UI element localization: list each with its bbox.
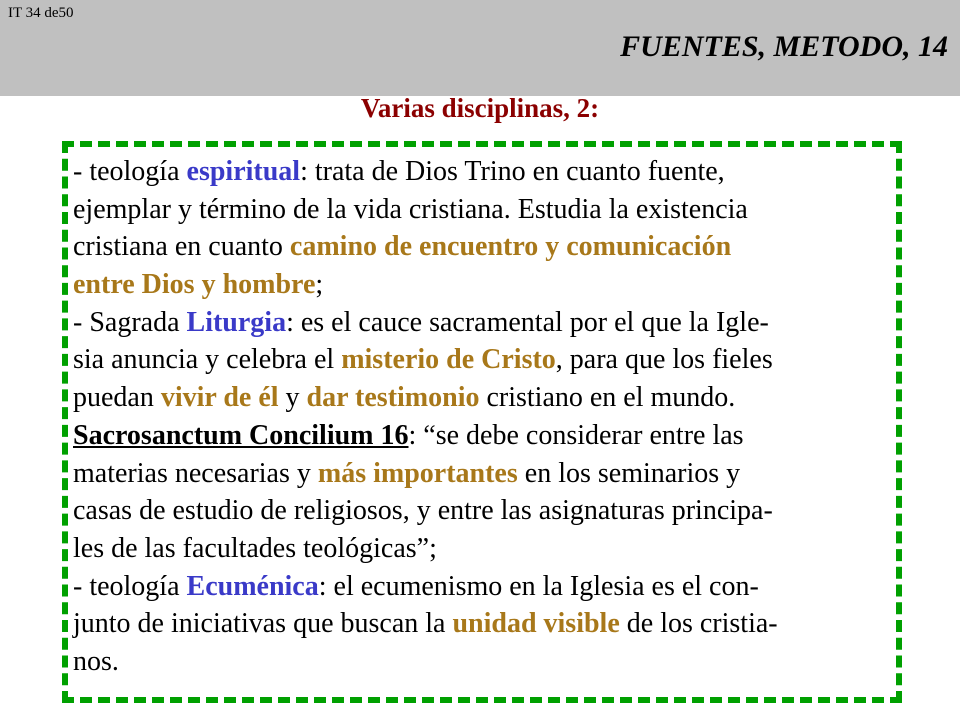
text-span: cristiana en cuanto xyxy=(73,231,290,263)
body-line xyxy=(73,266,893,304)
body-line xyxy=(73,341,893,379)
text-span: materias necesarias y xyxy=(73,457,318,489)
emphasis-importantes: más importantes xyxy=(317,457,518,489)
body-line xyxy=(73,153,893,191)
slide-subtitle: Varias disciplinas, 2: xyxy=(360,93,600,123)
body-line: nos. xyxy=(73,645,119,677)
emphasis-misterio: misterio de Cristo xyxy=(341,344,556,376)
text-span: junto de iniciativas que buscan la xyxy=(73,608,453,640)
text-span: - teología xyxy=(73,570,187,602)
text-span: sia anuncia y celebra el xyxy=(73,344,342,376)
slide-body xyxy=(73,153,893,681)
emphasis-camino: camino de encuentro y comunicación xyxy=(289,231,732,263)
text-span: de los cristia- xyxy=(619,608,778,640)
text-span: en los seminarios y xyxy=(517,457,741,489)
text-span: : “se debe considerar entre las xyxy=(408,419,744,451)
emphasis-testimonio: dar testimonio xyxy=(306,382,480,414)
text-span: puedan xyxy=(73,382,161,414)
body-line xyxy=(73,605,893,643)
body-line xyxy=(73,417,893,455)
text-span: : trata de Dios Trino en cuanto fuente, xyxy=(300,156,725,187)
text-span: ; xyxy=(315,269,324,301)
body-line xyxy=(73,568,893,606)
body-line xyxy=(73,379,893,417)
header-title: FUENTES, METODO, 14 xyxy=(620,30,948,63)
body-line: les de las facultades teológicas”; xyxy=(73,532,437,564)
emphasis-entre-dios: entre Dios y hombre xyxy=(73,269,316,301)
body-line xyxy=(73,304,893,342)
header-bar xyxy=(0,0,960,96)
text-span: - Sagrada xyxy=(73,306,187,338)
body-line xyxy=(73,228,893,266)
body-line xyxy=(73,455,893,493)
emphasis-vivir: vivir de él xyxy=(160,382,279,414)
term-liturgia: Liturgia xyxy=(186,306,287,338)
body-line: casas de estudio de religiosos, y entre las asignaturas principa- xyxy=(73,495,773,527)
body-line: ejemplar y término de la vida cristiana. Estudia la existencia xyxy=(73,193,748,225)
term-ecumenica: Ecuménica xyxy=(186,570,319,602)
slide-counter: IT 34 de50 xyxy=(8,5,74,21)
text-span: : es el cauce sacramental por el que la Igle- xyxy=(286,306,769,338)
term-espiritual: espiritual xyxy=(186,156,301,187)
text-span: cristiano en el mundo. xyxy=(479,382,736,414)
text-span: - teología xyxy=(73,156,187,187)
citation-sacrosanctum: Sacrosanctum Concilium 16 xyxy=(73,419,409,451)
emphasis-unidad: unidad visible xyxy=(452,608,620,640)
text-span: , para que los fieles xyxy=(555,344,773,376)
text-span: : el ecumenismo en la Iglesia es el con- xyxy=(318,570,759,602)
text-span: y xyxy=(278,382,307,414)
